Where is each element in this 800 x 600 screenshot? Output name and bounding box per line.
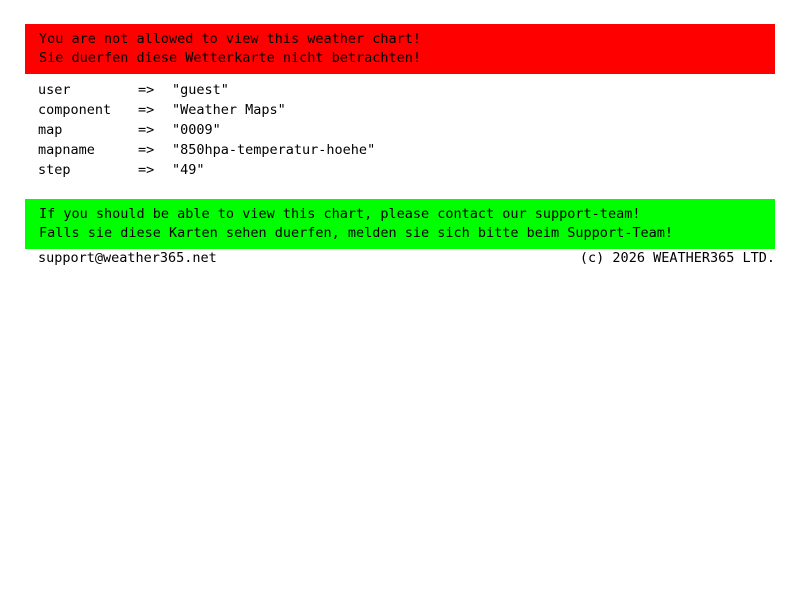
parameter-table: [38, 80, 375, 180]
error-banner-line-en: You are not allowed to view this weather chart!: [39, 31, 422, 47]
param-key-mapname: mapname: [38, 142, 95, 158]
table-row: [38, 80, 375, 100]
table-row: [38, 160, 375, 180]
param-key-component: component: [38, 102, 112, 118]
param-arrow: =>: [138, 122, 155, 138]
table-row: [38, 100, 375, 120]
support-banner: [25, 199, 775, 249]
copyright-text: (c) 2026 WEATHER365 LTD.: [579, 250, 775, 266]
param-arrow: =>: [138, 162, 155, 178]
param-value-step: "49": [172, 162, 205, 178]
error-banner: [25, 24, 775, 74]
param-value-mapname: "850hpa-temperatur-hoehe": [172, 142, 376, 158]
param-value-user: "guest": [172, 82, 229, 98]
param-key-user: user: [38, 82, 71, 98]
support-banner-line-en: If you should be able to view this chart, please contact our support-team!: [39, 206, 641, 222]
param-arrow: =>: [138, 142, 155, 158]
support-email-link[interactable]: support@weather365.net: [38, 250, 217, 266]
param-value-map: "0009": [172, 122, 221, 138]
param-key-map: map: [38, 122, 63, 138]
error-banner-line-de: Sie duerfen diese Wetterkarte nicht betrachten!: [39, 50, 422, 66]
footer: [38, 250, 775, 266]
param-arrow: =>: [138, 102, 155, 118]
table-row: [38, 120, 375, 140]
support-banner-line-de: Falls sie diese Karten sehen duerfen, melden sie sich bitte beim Support-Team!: [39, 225, 673, 241]
param-value-component: "Weather Maps": [172, 102, 286, 118]
table-row: [38, 140, 375, 160]
param-key-step: step: [38, 162, 71, 178]
param-arrow: =>: [138, 82, 155, 98]
